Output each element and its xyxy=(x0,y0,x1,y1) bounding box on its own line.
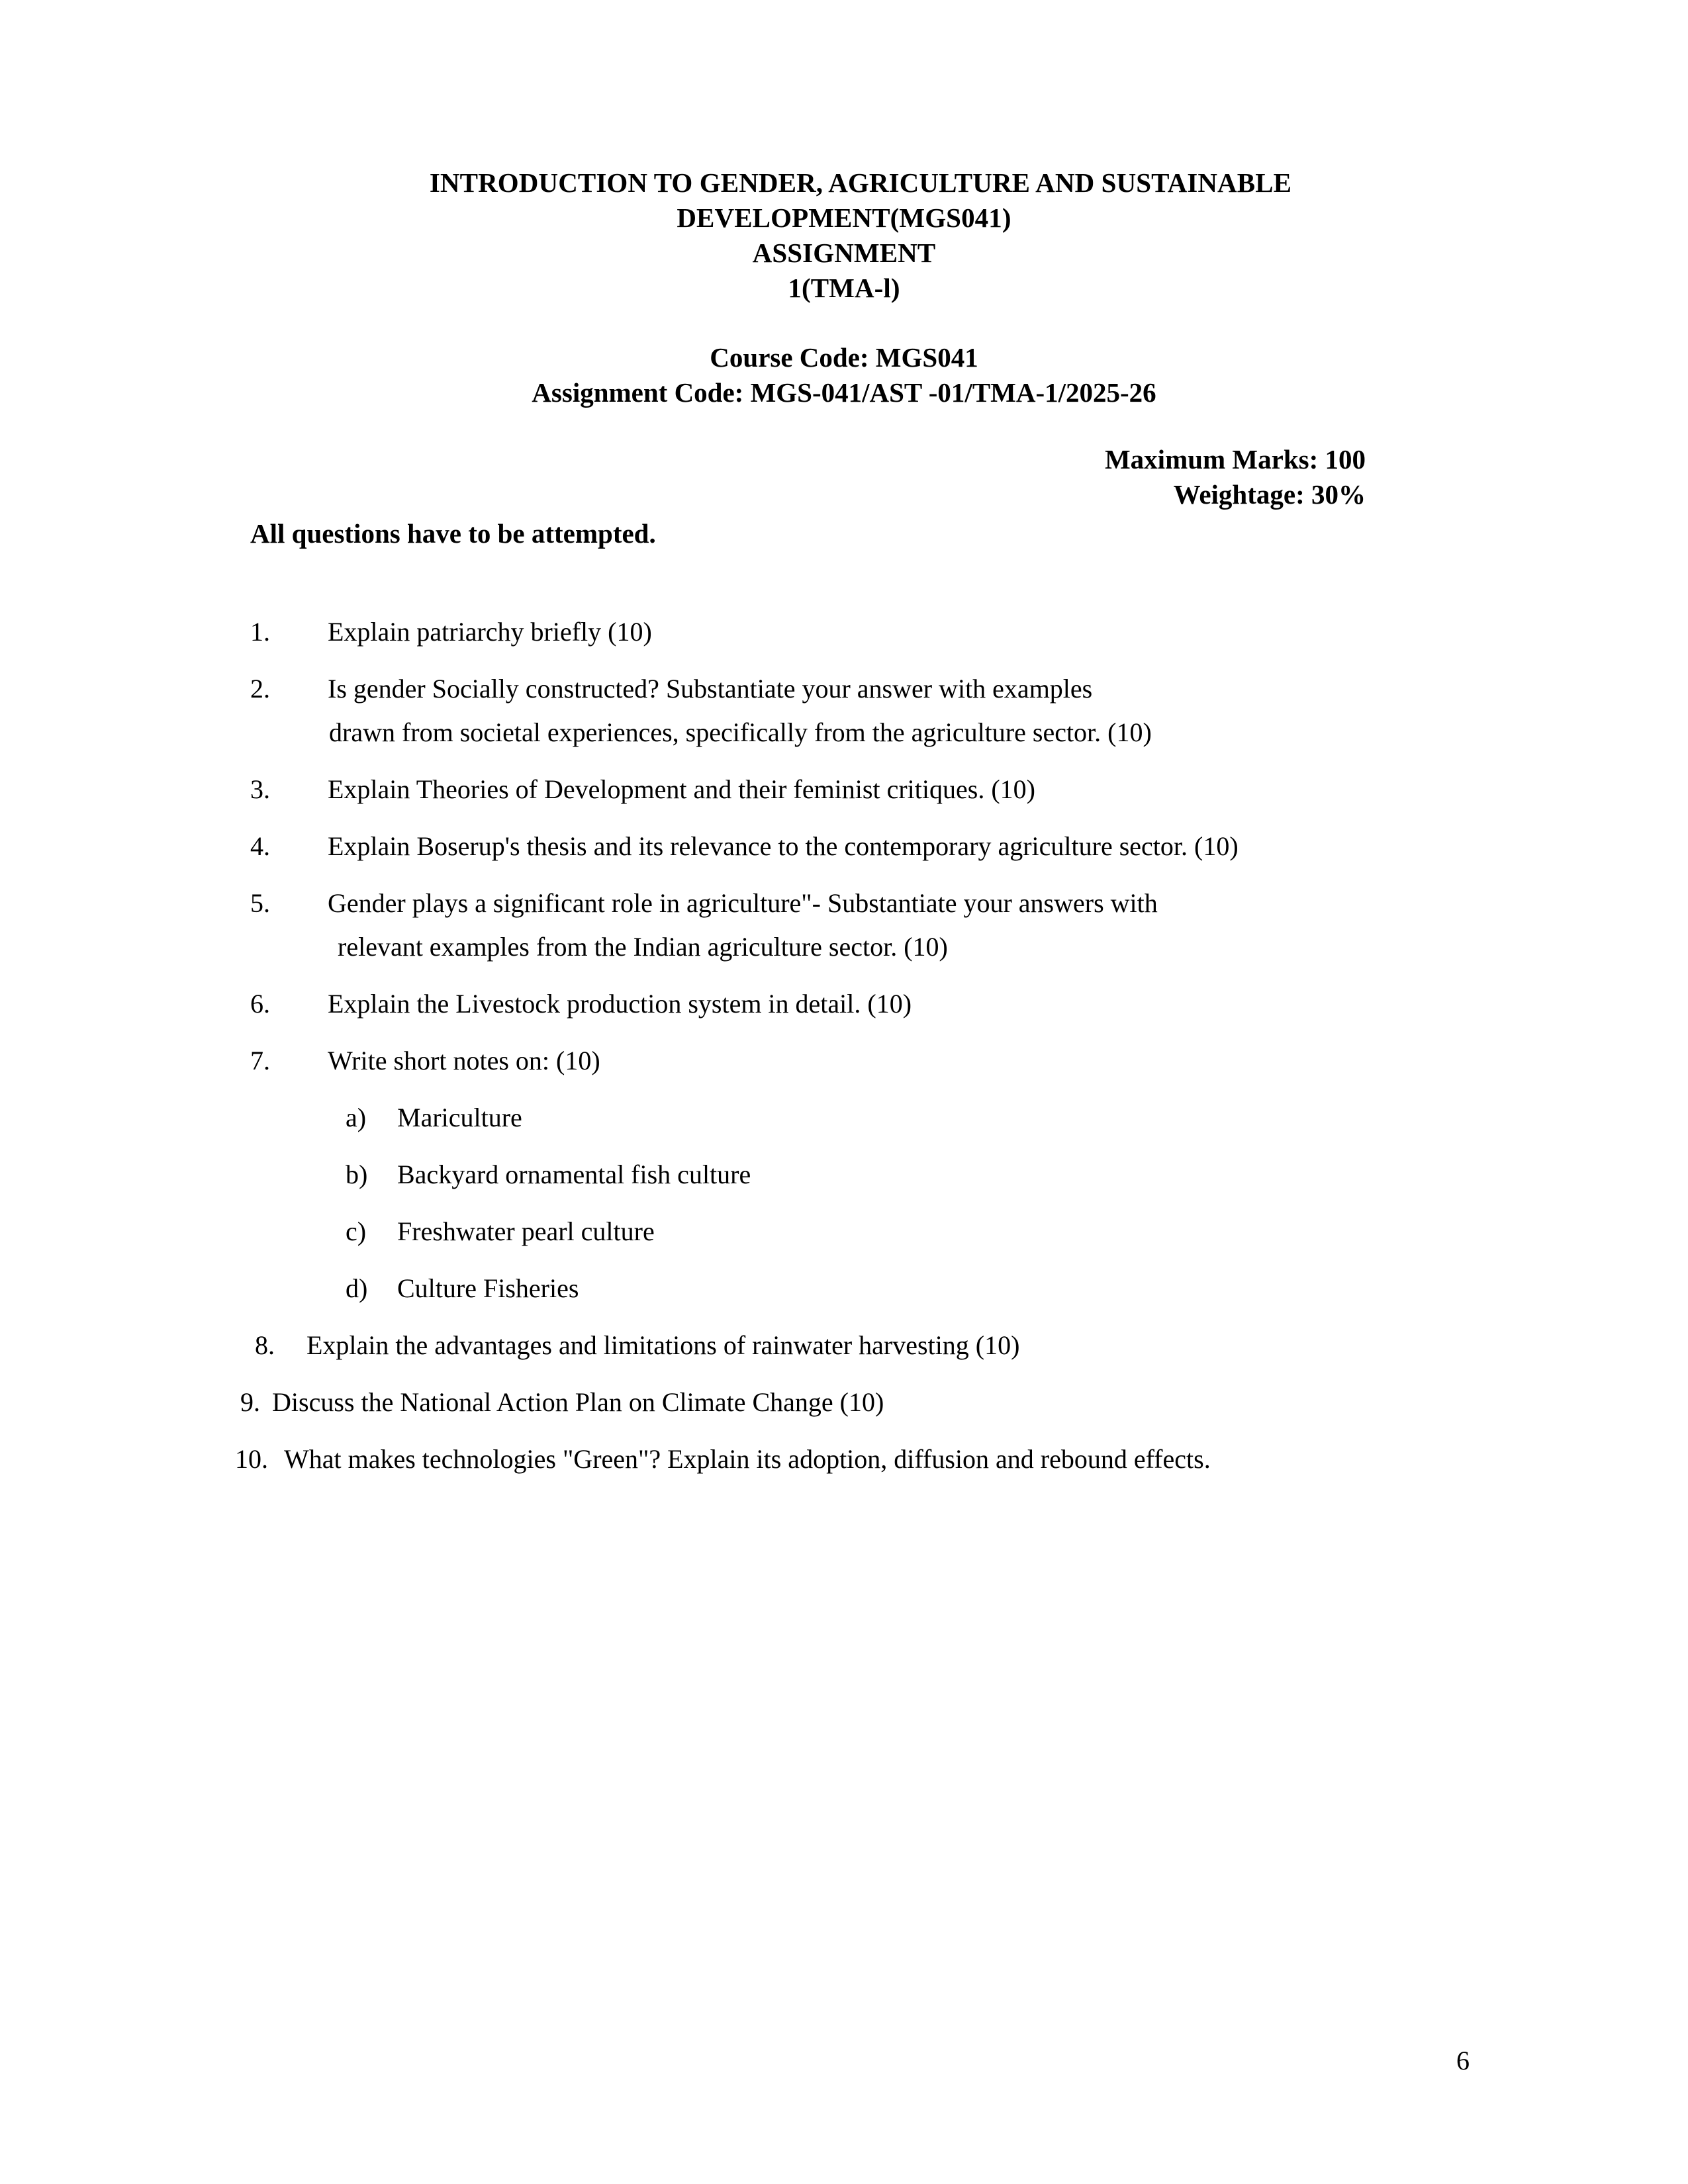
question-item xyxy=(0,1331,1688,1360)
question-item xyxy=(0,674,1688,704)
question-continuation: relevant examples from the Indian agriculture sector. (10) xyxy=(338,932,948,962)
question-item xyxy=(0,775,1688,804)
question-number: 8. xyxy=(255,1330,275,1360)
subitem-text: Backyard ornamental fish culture xyxy=(397,1160,751,1189)
title-line-4: 1(TMA-l) xyxy=(788,273,900,303)
question-text: Explain patriarchy briefly (10) xyxy=(328,617,652,647)
question-number: 1. xyxy=(250,617,270,647)
question-subitem xyxy=(0,1217,1688,1246)
question-subitem xyxy=(0,1274,1688,1303)
question-item xyxy=(0,832,1688,861)
question-text: What makes technologies "Green"? Explain its adoption, diffusion and rebound effects. xyxy=(284,1444,1211,1474)
question-subitem xyxy=(0,1160,1688,1189)
question-text: Discuss the National Action Plan on Climate Change (10) xyxy=(272,1387,884,1417)
attempt-instruction: All questions have to be attempted. xyxy=(250,518,656,549)
question-text: Explain Theories of Development and their feminist critiques. (10) xyxy=(328,774,1035,804)
question-item xyxy=(0,989,1688,1019)
question-list xyxy=(0,617,1688,1474)
course-code-block xyxy=(0,340,1688,410)
assignment-code: Assignment Code: MGS-041/AST -01/TMA-1/2025-26 xyxy=(532,377,1156,408)
marks-block xyxy=(0,442,1688,512)
question-text: Is gender Socially constructed? Substantiate your answer with examples xyxy=(328,674,1093,704)
subitem-text: Mariculture xyxy=(397,1103,522,1132)
question-text: Write short notes on: (10) xyxy=(328,1046,600,1075)
question-number: 9. xyxy=(240,1387,260,1417)
question-continuation: drawn from societal experiences, specifically from the agriculture sector. (10) xyxy=(329,717,1152,747)
question-item xyxy=(0,1445,1688,1474)
question-item xyxy=(0,617,1688,647)
question-number: 10. xyxy=(235,1444,268,1474)
question-item xyxy=(0,1046,1688,1075)
weightage: Weightage: 30% xyxy=(1173,479,1366,510)
course-code: Course Code: MGS041 xyxy=(710,342,978,373)
subitem-marker: c) xyxy=(346,1216,367,1246)
maximum-marks: Maximum Marks: 100 xyxy=(1104,444,1366,475)
question-number: 6. xyxy=(250,989,270,1019)
question-item xyxy=(0,1388,1688,1417)
question-number: 7. xyxy=(250,1046,270,1075)
title-line-1: INTRODUCTION TO GENDER, AGRICULTURE AND SUSTAINABLE xyxy=(429,167,1292,198)
question-number: 2. xyxy=(250,674,270,704)
document-title-block xyxy=(0,165,1688,306)
subitem-text: Freshwater pearl culture xyxy=(397,1216,655,1246)
subitem-marker: b) xyxy=(346,1160,368,1189)
subitem-marker: a) xyxy=(346,1103,367,1132)
question-text: Explain Boserup's thesis and its relevance to the contemporary agriculture sector. (10) xyxy=(328,831,1239,861)
question-item xyxy=(0,889,1688,918)
question-subitem xyxy=(0,1103,1688,1132)
question-number: 5. xyxy=(250,888,270,918)
subitem-marker: d) xyxy=(346,1273,368,1303)
subitem-text: Culture Fisheries xyxy=(397,1273,579,1303)
question-number: 4. xyxy=(250,831,270,861)
title-line-2: DEVELOPMENT(MGS041) xyxy=(677,203,1011,233)
page-number: 6 xyxy=(1456,2046,1470,2075)
title-line-3: ASSIGNMENT xyxy=(752,238,936,268)
question-text: Explain the advantages and limitations of rainwater harvesting (10) xyxy=(306,1330,1020,1360)
question-text: Explain the Livestock production system in detail. (10) xyxy=(328,989,912,1019)
question-number: 3. xyxy=(250,774,270,804)
question-text: Gender plays a significant role in agriculture"- Substantiate your answers with xyxy=(328,888,1158,918)
